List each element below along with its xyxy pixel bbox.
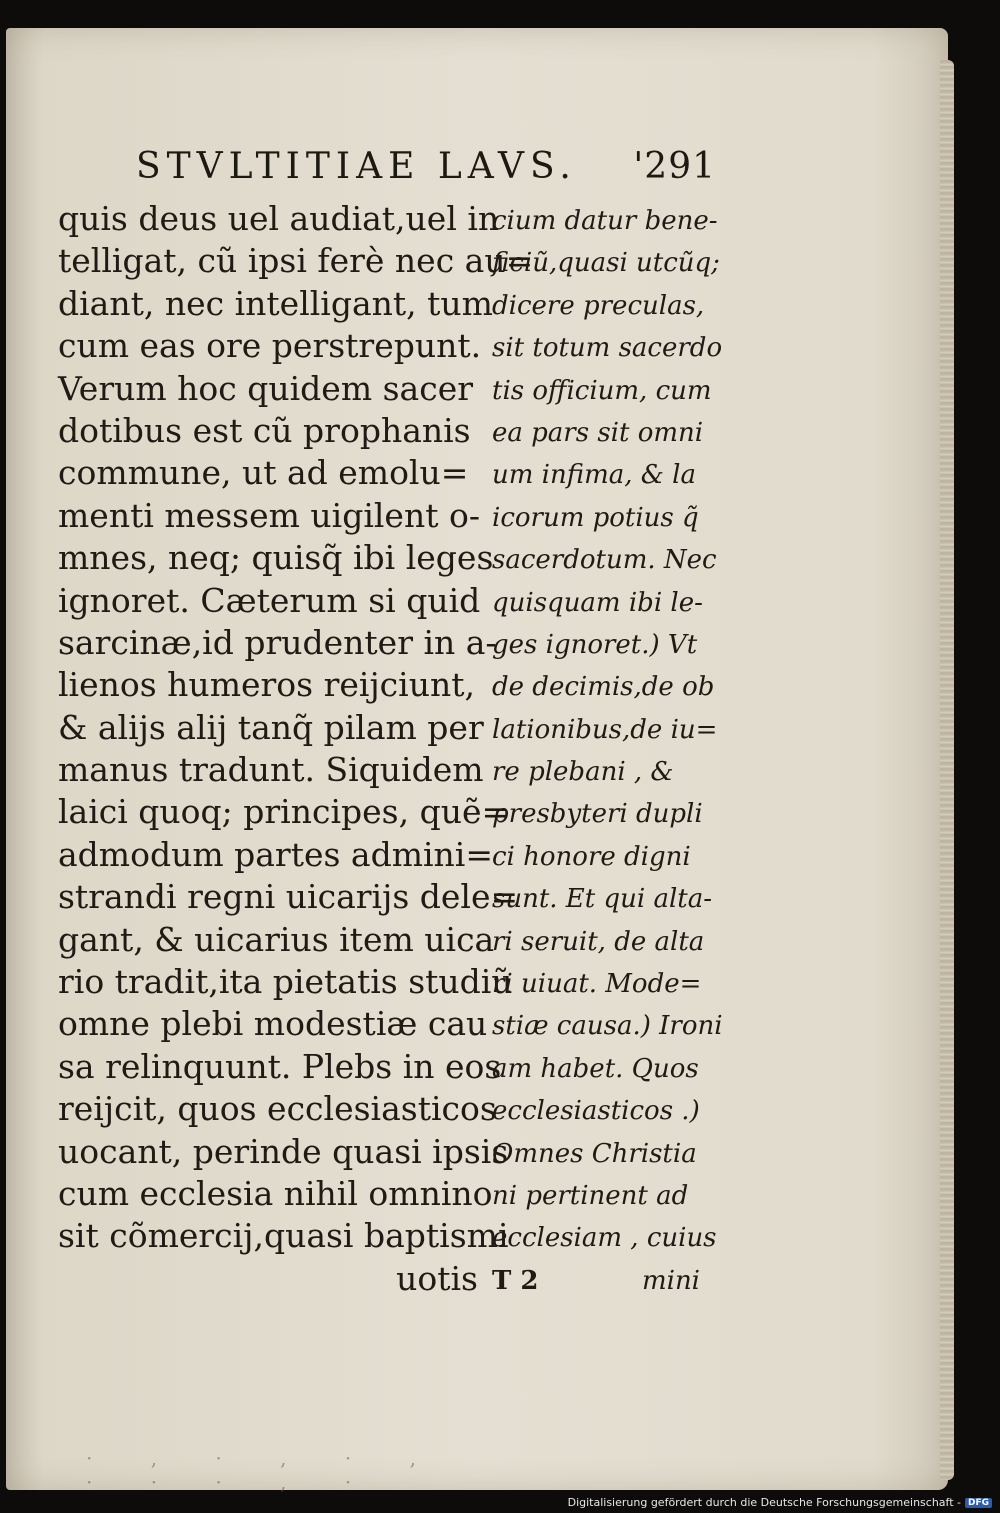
text-line: reijcit, quos ecclesiasticos [58, 1089, 497, 1129]
text-line: Verum hoc quidem sacer [58, 368, 473, 408]
text-line: laici quoq; principes, quẽ= [58, 792, 510, 832]
gloss-line: ges ignoret.) Vt [492, 629, 698, 660]
gloss-line: re plebani , & [492, 757, 674, 788]
text-line: commune, ut ad emolu= [58, 453, 469, 493]
catchword: mini [641, 1265, 700, 1296]
gloss-line: ecclesiam , cuius [492, 1223, 717, 1254]
digitization-credit [568, 1496, 992, 1509]
gloss-line: icorum potius q̃ [492, 502, 699, 533]
dfg-logo: DFG [965, 1498, 992, 1508]
text-line: dotibus est cũ prophanis [58, 410, 471, 450]
text-line: lienos humeros reijciunt, [58, 665, 475, 705]
show-through-marks: · , · , · , · · · , · [86, 1446, 442, 1494]
gloss-line: ci honore digni [492, 841, 691, 872]
gloss-line: am habet. Quos [492, 1053, 699, 1084]
text-line: uotis [396, 1258, 478, 1298]
gloss-line: ri uiuat. Mode= [492, 969, 702, 1000]
text-line: telligat, cũ ipsi ferè nec au= [58, 241, 534, 281]
text-line: diant, nec intelligant, tum [58, 283, 493, 323]
gloss-line: lationibus,de iu= [492, 714, 718, 745]
gloss-line: ea pars sit omni [492, 417, 704, 448]
gloss-line: stiæ causa.) Ironi [492, 1011, 723, 1042]
text-line: sarcinæ,id prudenter in a- [58, 622, 497, 662]
text-line: rio tradit,ita pietatis studiũ [58, 962, 513, 1002]
text-line: admodum partes admini= [58, 834, 494, 874]
gloss-line: quisquam ibi le- [492, 587, 703, 618]
text-line: strandi regni uicarijs dele= [58, 877, 519, 917]
text-line: menti messem uigilent o- [58, 495, 480, 535]
gloss-line: ni pertinent ad [492, 1180, 689, 1211]
text-line: manus tradunt. Siquidem [58, 750, 484, 790]
text-line: quis deus uel audiat,uel in [58, 199, 500, 238]
gloss-line: tis officium, cum [492, 375, 712, 406]
gloss-line: sit totum sacerdo [492, 333, 723, 364]
gloss-line: ecclesiasticos .) [492, 1096, 700, 1127]
page-number: '291 [633, 146, 716, 187]
text-line: uocant, perinde quasi ipsis [58, 1131, 509, 1171]
gloss-line: um infima, & la [492, 460, 696, 491]
text-line: ignoret. Cæterum si quid [58, 580, 481, 620]
text-line: sit cõmercij,quasi baptismi [58, 1216, 509, 1256]
page-header [136, 146, 716, 196]
gloss-line: cium datur bene- [492, 206, 718, 236]
signature-mark: T 2 [492, 1265, 539, 1296]
gloss-line: ficiũ,quasi utcũq; [492, 248, 720, 279]
running-title: STVLTITIAE LAVS. [136, 146, 577, 187]
text-line: gant, & uicarius item uica [58, 919, 495, 959]
gloss-line: ri seruit, de alta [492, 926, 705, 957]
gloss-line: Omnes Christia [492, 1138, 697, 1169]
credit-text: Digitalisierung gefördert durch die Deutsche Forschungsgemeinschaft - [567, 1496, 961, 1509]
gloss-line: sacerdotum. Nec [492, 545, 717, 576]
marginal-gloss-column [492, 200, 723, 1302]
text-line: & alijs alij tanq̃ pilam per [58, 707, 484, 747]
text-line: sa relinquunt. Plebs in eos [58, 1046, 502, 1086]
text-line: mnes, neq; quisq̃ ibi leges [58, 538, 494, 578]
gloss-line: presbyteri dupli [492, 799, 703, 830]
gloss-line: sunt. Et qui alta- [492, 884, 713, 915]
text-line: cum eas ore perstrepunt. [58, 326, 482, 366]
text-line: cum ecclesia nihil omnino [58, 1173, 493, 1213]
text-line: omne plebi modestiæ cau [58, 1004, 488, 1044]
gloss-line: de decimis,de ob [492, 672, 715, 703]
book-page [6, 28, 948, 1494]
page-edge [940, 60, 954, 1480]
gloss-line: dicere preculas, [492, 290, 705, 321]
signature-row [492, 1260, 704, 1302]
